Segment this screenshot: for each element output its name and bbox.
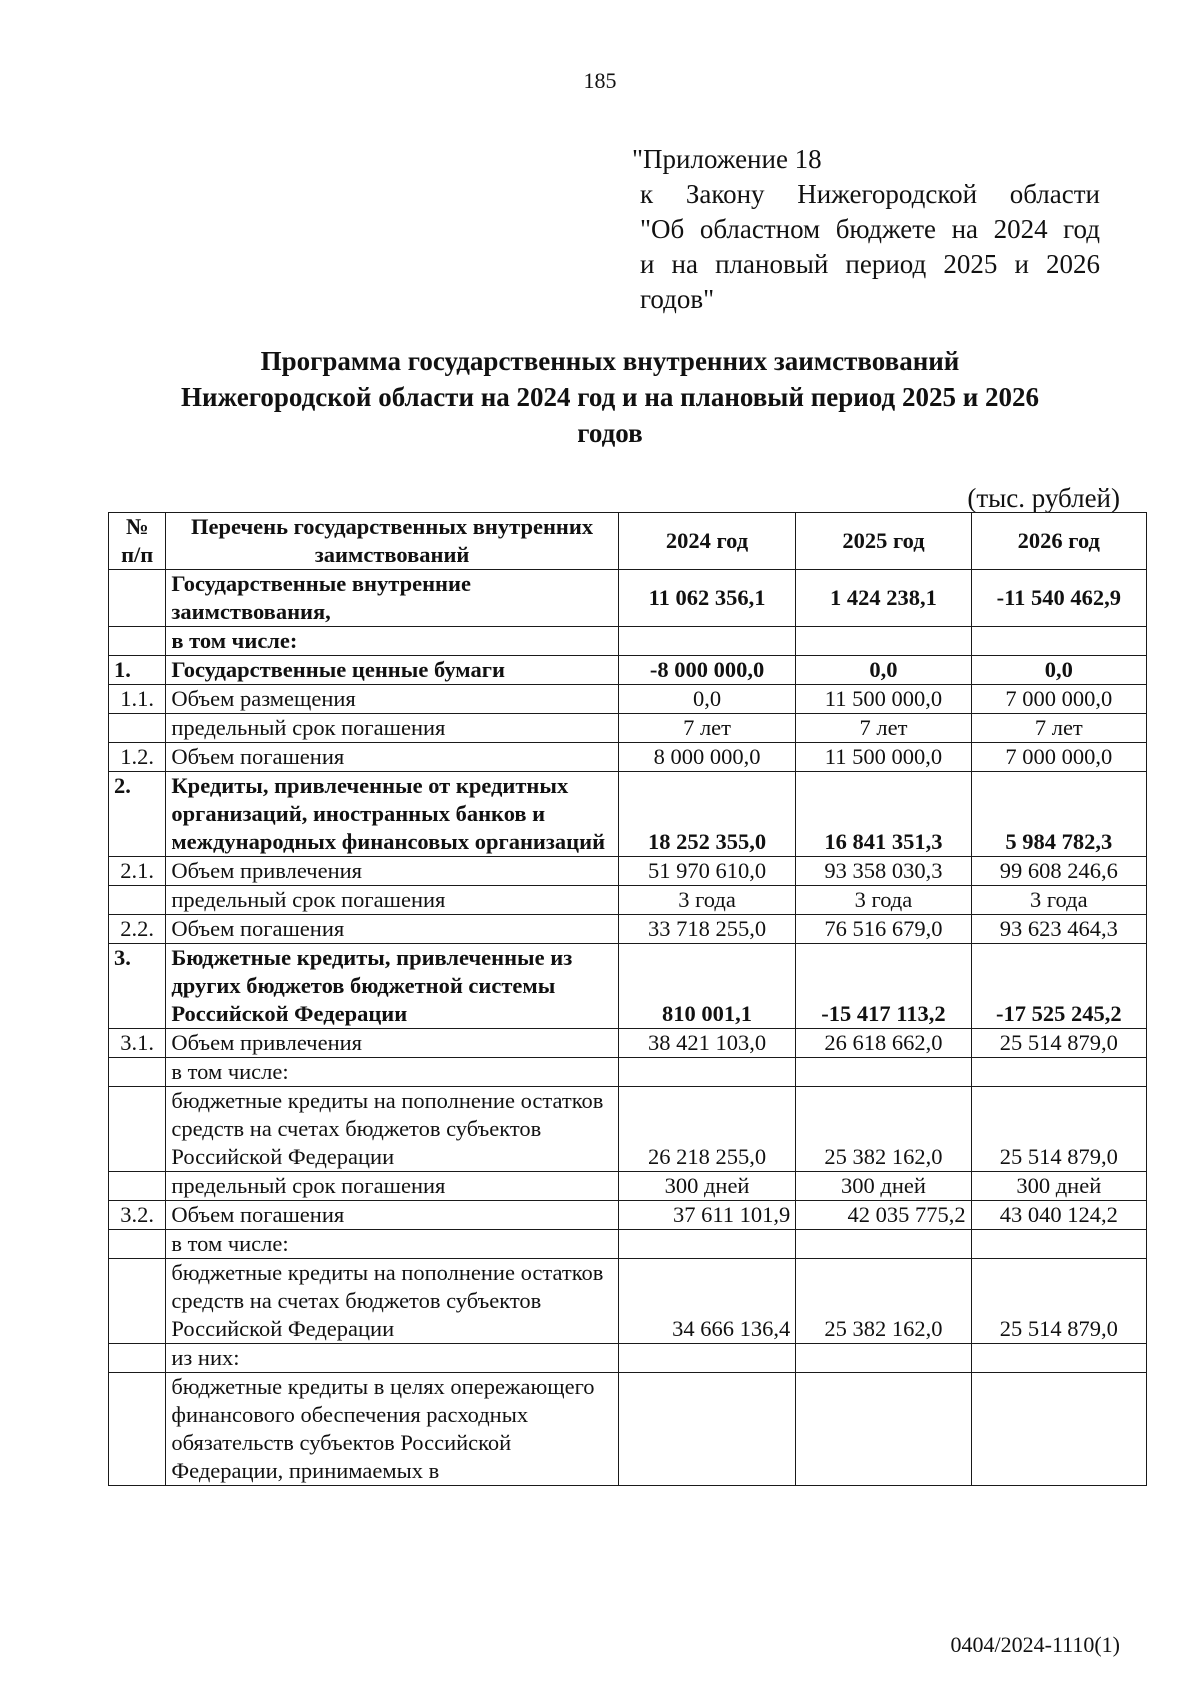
header-num: № п/п (109, 513, 166, 570)
value-2026: 93 623 464,3 (971, 915, 1146, 944)
value-2025: 76 516 679,0 (796, 915, 971, 944)
value-2025: 93 358 030,3 (796, 857, 971, 886)
row-index (109, 1373, 166, 1486)
row-index (109, 886, 166, 915)
value-2025: -15 417 113,2 (796, 944, 971, 1029)
row-name: Объем привлечения (166, 1029, 618, 1058)
row-name: Объем погашения (166, 743, 618, 772)
row-name: Государственные ценные бумаги (166, 656, 618, 685)
value-2026: 7 000 000,0 (971, 685, 1146, 714)
table-row (109, 627, 1147, 656)
row-index: 1.2. (109, 743, 166, 772)
table-row (109, 944, 1147, 1029)
row-index (109, 1344, 166, 1373)
row-index: 3.1. (109, 1029, 166, 1058)
units-label: (тыс. рублей) (967, 483, 1120, 513)
value-2025: 25 382 162,0 (796, 1087, 971, 1172)
value-2026 (971, 627, 1146, 656)
row-index (109, 1230, 166, 1259)
table-header-row (109, 513, 1147, 570)
row-name: Кредиты, привлеченные от кредитных организаций, иностранных банков и международных финансовых организаций (166, 772, 618, 857)
table-row (109, 772, 1147, 857)
table-row (109, 1344, 1147, 1373)
value-2024 (618, 1373, 796, 1486)
value-2025: 7 лет (796, 714, 971, 743)
table-row (109, 1172, 1147, 1201)
value-2026: 3 года (971, 886, 1146, 915)
value-2024: 18 252 355,0 (618, 772, 796, 857)
value-2024: 11 062 356,1 (618, 570, 796, 627)
table-row (109, 857, 1147, 886)
value-2024: 33 718 255,0 (618, 915, 796, 944)
document-code: 0404/2024-1110(1) (950, 1632, 1120, 1657)
value-2026: 99 608 246,6 (971, 857, 1146, 886)
value-2025 (796, 1373, 971, 1486)
value-2024: 7 лет (618, 714, 796, 743)
value-2026 (971, 1230, 1146, 1259)
value-2024 (618, 1344, 796, 1373)
row-name: предельный срок погашения (166, 714, 618, 743)
value-2026: 25 514 879,0 (971, 1087, 1146, 1172)
row-index: 2.2. (109, 915, 166, 944)
row-index: 3.2. (109, 1201, 166, 1230)
row-name: Бюджетные кредиты, привлеченные из других бюджетов бюджетной системы Российской Федерации (166, 944, 618, 1029)
value-2026: 0,0 (971, 656, 1146, 685)
value-2026: 7 000 000,0 (971, 743, 1146, 772)
title-line: годов (577, 418, 643, 448)
table-row (109, 915, 1147, 944)
row-index: 3. (109, 944, 166, 1029)
row-name: Объем привлечения (166, 857, 618, 886)
value-2024: 26 218 255,0 (618, 1087, 796, 1172)
row-name: Объем размещения (166, 685, 618, 714)
value-2025: 3 года (796, 886, 971, 915)
row-index (109, 1259, 166, 1344)
borrowing-table (108, 512, 1147, 1486)
row-index (109, 714, 166, 743)
table-row (109, 1058, 1147, 1087)
value-2025 (796, 1230, 971, 1259)
value-2024: 300 дней (618, 1172, 796, 1201)
table-row (109, 1087, 1147, 1172)
row-name: бюджетные кредиты на пополнение остатков средств на счетах бюджетов субъектов Российской Федерации (166, 1259, 618, 1344)
appendix-line: "Приложение 18 (632, 144, 822, 174)
header-2026: 2026 год (971, 513, 1146, 570)
appendix-line: и на плановый период 2025 и 2026 (640, 249, 1100, 279)
appendix-line: "Об областном бюджете на 2024 год (640, 214, 1100, 244)
table-row (109, 1259, 1147, 1344)
value-2025: 1 424 238,1 (796, 570, 971, 627)
table-row (109, 656, 1147, 685)
value-2026: -17 525 245,2 (971, 944, 1146, 1029)
value-2026: 5 984 782,3 (971, 772, 1146, 857)
value-2026: 7 лет (971, 714, 1146, 743)
table-row (109, 886, 1147, 915)
value-2025: 300 дней (796, 1172, 971, 1201)
value-2026 (971, 1058, 1146, 1087)
value-2025: 25 382 162,0 (796, 1259, 971, 1344)
table-row (109, 685, 1147, 714)
value-2024 (618, 627, 796, 656)
value-2024: 37 611 101,9 (618, 1201, 796, 1230)
row-index (109, 1087, 166, 1172)
value-2026 (971, 1344, 1146, 1373)
value-2026 (971, 1373, 1146, 1486)
value-2024: 51 970 610,0 (618, 857, 796, 886)
row-name: в том числе: (166, 1058, 618, 1087)
row-index: 1.1. (109, 685, 166, 714)
row-index (109, 1058, 166, 1087)
table-row (109, 1029, 1147, 1058)
value-2025: 0,0 (796, 656, 971, 685)
table-row (109, 1230, 1147, 1259)
row-index (109, 1172, 166, 1201)
title-line: Нижегородской области на 2024 год и на плановый период 2025 и 2026 (180, 382, 1039, 412)
value-2026: 300 дней (971, 1172, 1146, 1201)
title-line: Программа государственных внутренних заимствований (260, 346, 960, 376)
table-row (109, 1373, 1147, 1486)
value-2025 (796, 627, 971, 656)
value-2024: 38 421 103,0 (618, 1029, 796, 1058)
page-number: 185 (583, 68, 617, 93)
value-2024 (618, 1058, 796, 1087)
value-2025 (796, 1344, 971, 1373)
row-name: предельный срок погашения (166, 886, 618, 915)
value-2025: 26 618 662,0 (796, 1029, 971, 1058)
row-name: бюджетные кредиты на пополнение остатков средств на счетах бюджетов субъектов Российской Федерации (166, 1087, 618, 1172)
row-name: Объем погашения (166, 915, 618, 944)
value-2025: 16 841 351,3 (796, 772, 971, 857)
value-2024 (618, 1230, 796, 1259)
row-name: из них: (166, 1344, 618, 1373)
appendix-line: годов" (640, 284, 715, 314)
row-index: 1. (109, 656, 166, 685)
row-name: в том числе: (166, 627, 618, 656)
appendix-block (632, 142, 1100, 317)
table-row (109, 714, 1147, 743)
value-2024: 34 666 136,4 (618, 1259, 796, 1344)
table-row (109, 743, 1147, 772)
value-2024: -8 000 000,0 (618, 656, 796, 685)
row-index (109, 627, 166, 656)
header-name: Перечень государственных внутренних заимствований (166, 513, 618, 570)
row-index (109, 570, 166, 627)
document-title (110, 343, 1110, 451)
value-2026: 25 514 879,0 (971, 1029, 1146, 1058)
row-name: предельный срок погашения (166, 1172, 618, 1201)
value-2025: 11 500 000,0 (796, 685, 971, 714)
row-index: 2. (109, 772, 166, 857)
row-index: 2.1. (109, 857, 166, 886)
value-2024: 810 001,1 (618, 944, 796, 1029)
value-2026: -11 540 462,9 (971, 570, 1146, 627)
row-name: Государственные внутренние заимствования, (166, 570, 618, 627)
header-2024: 2024 год (618, 513, 796, 570)
table-row (109, 570, 1147, 627)
value-2024: 0,0 (618, 685, 796, 714)
header-2025: 2025 год (796, 513, 971, 570)
appendix-line: к Закону Нижегородской области (640, 179, 1100, 209)
row-name: Объем погашения (166, 1201, 618, 1230)
value-2025 (796, 1058, 971, 1087)
value-2024: 3 года (618, 886, 796, 915)
value-2025: 11 500 000,0 (796, 743, 971, 772)
row-name: в том числе: (166, 1230, 618, 1259)
row-name: бюджетные кредиты в целях опережающего финансового обеспечения расходных обязательств субъектов Российской Федерации, принимаемых в (166, 1373, 618, 1486)
table-row (109, 1201, 1147, 1230)
value-2026: 43 040 124,2 (971, 1201, 1146, 1230)
value-2024: 8 000 000,0 (618, 743, 796, 772)
value-2026: 25 514 879,0 (971, 1259, 1146, 1344)
value-2025: 42 035 775,2 (796, 1201, 971, 1230)
